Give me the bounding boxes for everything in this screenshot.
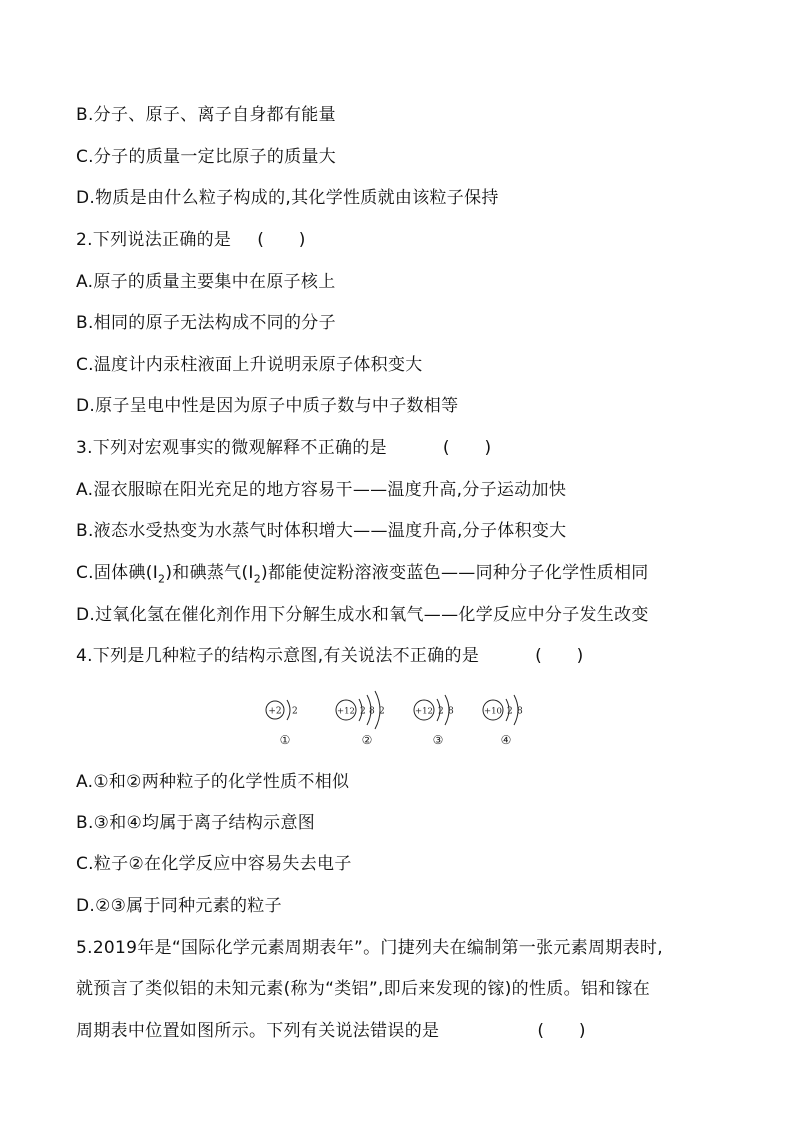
- shell-electrons: 8: [448, 706, 454, 717]
- shell-electrons: 8: [517, 706, 523, 717]
- shell-electrons: 2: [507, 706, 513, 717]
- q4-option-a: A.①和②两种粒子的化学性质不相似: [76, 772, 350, 792]
- shell-electrons: 2: [360, 706, 366, 717]
- atom-structure-4: [483, 695, 523, 747]
- question-3-text: 3.下列对宏观事实的微观解释不正确的是: [76, 438, 387, 458]
- q2-option-c: C.温度计内汞柱液面上升说明汞原子体积变大: [76, 355, 423, 375]
- q3c-part3: )都能使淀粉溶液变蓝色——同种分子化学性质相同: [261, 563, 649, 583]
- q3-option-a: A.湿衣服晾在阳光充足的地方容易干——温度升高,分子运动加快: [76, 480, 567, 500]
- atomic-structure-diagram: [255, 688, 545, 748]
- line-b-energy: B.分子、原子、离子自身都有能量: [76, 105, 336, 125]
- q3-option-c: [76, 561, 649, 591]
- shell-electrons: 2: [292, 706, 298, 717]
- atom-structure-2: [336, 691, 385, 747]
- q3c-part1: C.固体碘(I: [76, 563, 159, 583]
- question-4: [76, 644, 584, 668]
- electron-shell-arc: [287, 700, 290, 720]
- question-3: [76, 436, 491, 460]
- q3-option-d: D.过氧化氢在催化剂作用下分解生成水和氧气——化学反应中分子发生改变: [76, 605, 649, 625]
- question-5-line-1: 5.2019年是“国际化学元素周期表年”。门捷列夫在编制第一张元素周期表时,: [76, 938, 663, 958]
- q4-option-c: C.粒子②在化学反应中容易失去电子: [76, 854, 352, 874]
- answer-paren: ( ): [442, 438, 492, 458]
- nucleus-charge: +12: [415, 706, 433, 717]
- shell-electrons: 8: [369, 706, 375, 717]
- atom-structure-3: [414, 695, 454, 747]
- nucleus-charge: +10: [484, 706, 502, 717]
- q4-option-b: B.③和④均属于离子结构示意图: [76, 813, 316, 833]
- q3-option-b: B.液态水受热变为水蒸气时体积增大——温度升高,分子体积变大: [76, 521, 567, 541]
- question-5-line-3: [76, 1019, 586, 1043]
- answer-paren: ( ): [257, 230, 306, 250]
- question-4-text: 4.下列是几种粒子的结构示意图,有关说法不正确的是: [76, 646, 480, 666]
- q4-option-d: D.②③属于同种元素的粒子: [76, 896, 282, 916]
- line-d-property: D.物质是由什么粒子构成的,其化学性质就由该粒子保持: [76, 188, 499, 208]
- q2-option-d: D.原子呈电中性是因为原子中质子数与中子数相等: [76, 396, 459, 416]
- q3c-subscript: 2: [158, 572, 166, 586]
- nucleus-charge: +2: [268, 706, 282, 717]
- shell-electrons: 2: [438, 706, 444, 717]
- atom-label: ①: [279, 733, 291, 747]
- question-5-text: 周期表中位置如图所示。下列有关说法错误的是: [76, 1021, 440, 1041]
- line-c-mass: C.分子的质量一定比原子的质量大: [76, 147, 337, 167]
- shell-electrons: 2: [379, 706, 385, 717]
- atom-label: ④: [500, 733, 512, 747]
- q2-option-b: B.相同的原子无法构成不同的分子: [76, 313, 336, 333]
- q2-option-a: A.原子的质量主要集中在原子核上: [76, 272, 336, 292]
- atom-label: ③: [432, 733, 444, 747]
- answer-paren: ( ): [535, 646, 584, 666]
- q3c-subscript: 2: [253, 572, 262, 586]
- atom-label: ②: [361, 733, 373, 747]
- nucleus-charge: +12: [337, 706, 355, 717]
- answer-paren: ( ): [537, 1021, 586, 1041]
- question-5-line-2: 就预言了类似铝的未知元素(称为“类铝”,即后来发现的镓)的性质。铝和镓在: [76, 979, 651, 999]
- q3c-part2: )和碘蒸气(I: [165, 563, 254, 583]
- atom-structure-1: [266, 700, 298, 747]
- question-2-text: 2.下列说法正确的是: [76, 230, 232, 250]
- question-2: [76, 228, 306, 252]
